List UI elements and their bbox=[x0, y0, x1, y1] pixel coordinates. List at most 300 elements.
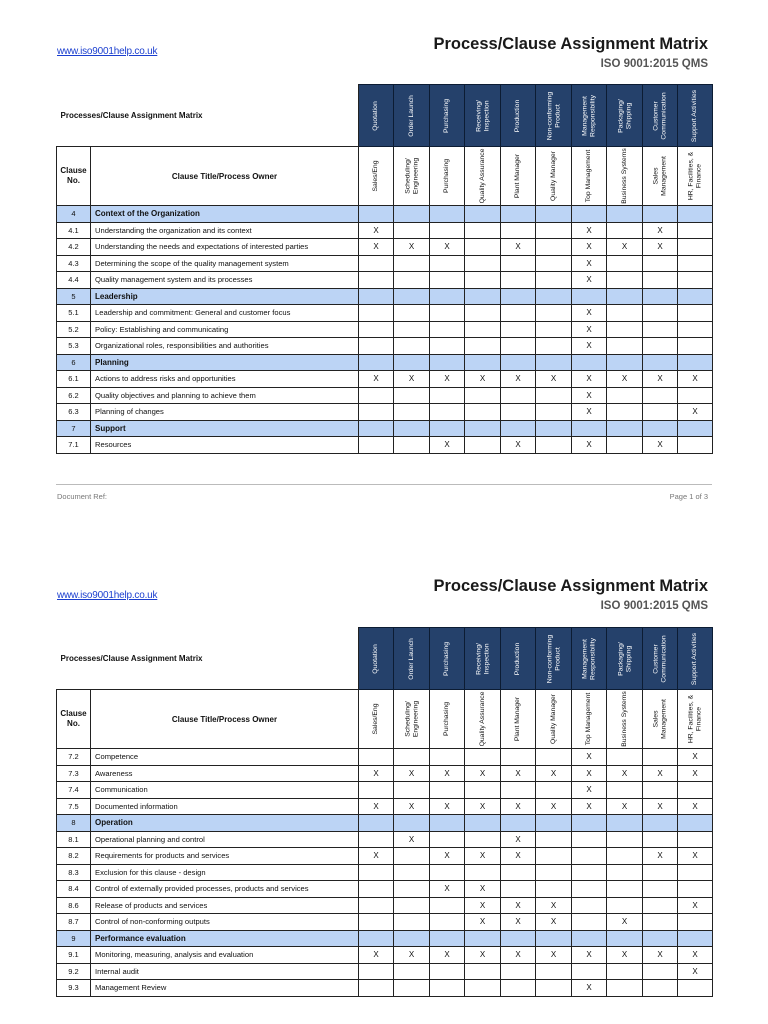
assignment-cell bbox=[359, 404, 394, 421]
assignment-cell bbox=[501, 321, 536, 338]
clause-title: Operational planning and control bbox=[91, 831, 359, 848]
owner-header-label: Plant Manager bbox=[514, 153, 522, 199]
assignment-cell: X bbox=[643, 239, 678, 256]
assignment-cell bbox=[430, 914, 465, 931]
process-header-label: Packaging/ Shipping bbox=[616, 98, 632, 133]
assignment-cell bbox=[465, 255, 501, 272]
matrix-label: Processes/Clause Assignment Matrix bbox=[57, 85, 359, 147]
clause-title: Control of non-conforming outputs bbox=[91, 914, 359, 931]
assignment-cell bbox=[678, 222, 713, 239]
assignment-cell bbox=[501, 206, 536, 223]
owner-header-label: Purchasing bbox=[443, 159, 451, 194]
assignment-cell bbox=[536, 420, 572, 437]
process-header-label: Support Activities bbox=[691, 89, 699, 142]
assignment-cell bbox=[465, 815, 501, 832]
assignment-cell bbox=[501, 980, 536, 997]
assignment-cell bbox=[394, 272, 430, 289]
process-header-label: Non-conforming Product bbox=[545, 91, 561, 140]
assignment-cell bbox=[572, 864, 607, 881]
assignment-cell bbox=[394, 420, 430, 437]
assignment-cell: X bbox=[465, 947, 501, 964]
assignment-cell bbox=[465, 831, 501, 848]
process-header-packaging-shipping bbox=[607, 85, 643, 147]
assignment-cell bbox=[430, 288, 465, 305]
assignment-cell: X bbox=[643, 437, 678, 454]
assignment-cell bbox=[430, 387, 465, 404]
assignment-cell bbox=[465, 338, 501, 355]
clause-title: Quality management system and its processes bbox=[91, 272, 359, 289]
assignment-cell bbox=[430, 354, 465, 371]
assignment-cell: X bbox=[572, 338, 607, 355]
assignment-cell bbox=[643, 206, 678, 223]
assignment-cell: X bbox=[430, 239, 465, 256]
assignment-cell bbox=[465, 864, 501, 881]
assignment-cell bbox=[607, 815, 643, 832]
assignment-cell bbox=[465, 206, 501, 223]
assignment-cell bbox=[536, 930, 572, 947]
assignment-cell bbox=[643, 864, 678, 881]
assignment-cell bbox=[607, 897, 643, 914]
assignment-cell: X bbox=[465, 914, 501, 931]
assignment-cell bbox=[572, 897, 607, 914]
assignment-cell bbox=[572, 831, 607, 848]
assignment-cell bbox=[394, 222, 430, 239]
assignment-cell bbox=[430, 782, 465, 799]
clause-number: 7.1 bbox=[57, 437, 91, 454]
assignment-cell bbox=[607, 980, 643, 997]
assignment-cell bbox=[643, 897, 678, 914]
site-link[interactable]: www.iso9001help.co.uk bbox=[57, 46, 158, 57]
owner-header-sales-management bbox=[643, 147, 678, 206]
clause-number: 6 bbox=[57, 354, 91, 371]
owner-header-label: Top Management bbox=[585, 149, 593, 203]
assignment-cell bbox=[536, 437, 572, 454]
clause-number: 8.7 bbox=[57, 914, 91, 931]
process-header-management-responsibility bbox=[572, 628, 607, 690]
assignment-cell: X bbox=[394, 831, 430, 848]
section-title: Leadership bbox=[91, 288, 359, 305]
clause-row bbox=[57, 321, 713, 338]
assignment-cell bbox=[465, 387, 501, 404]
assignment-cell bbox=[572, 914, 607, 931]
assignment-cell bbox=[430, 338, 465, 355]
assignment-cell bbox=[572, 354, 607, 371]
assignment-cell bbox=[607, 848, 643, 865]
assignment-cell bbox=[465, 980, 501, 997]
assignment-cell bbox=[394, 930, 430, 947]
assignment-cell bbox=[465, 272, 501, 289]
assignment-cell bbox=[394, 980, 430, 997]
assignment-cell bbox=[607, 864, 643, 881]
assignment-cell bbox=[536, 782, 572, 799]
clause-number: 4 bbox=[57, 206, 91, 223]
assignment-cell bbox=[607, 831, 643, 848]
assignment-cell bbox=[359, 864, 394, 881]
clause-title: Resources bbox=[91, 437, 359, 454]
assignment-cell: X bbox=[394, 798, 430, 815]
assignment-cell: X bbox=[430, 848, 465, 865]
assignment-cell bbox=[536, 848, 572, 865]
clause-title: Organizational roles, responsibilities and authorities bbox=[91, 338, 359, 355]
assignment-cell: X bbox=[359, 848, 394, 865]
assignment-cell bbox=[430, 272, 465, 289]
assignment-cell: X bbox=[572, 980, 607, 997]
clause-number: 4.3 bbox=[57, 255, 91, 272]
assignment-cell: X bbox=[643, 371, 678, 388]
assignment-cell: X bbox=[607, 798, 643, 815]
process-header-label: Customer Communication bbox=[652, 91, 667, 140]
assignment-cell: X bbox=[643, 798, 678, 815]
assignment-cell: X bbox=[572, 305, 607, 322]
assignment-cell: X bbox=[359, 947, 394, 964]
owner-header-sales-management bbox=[643, 690, 678, 749]
clause-row bbox=[57, 404, 713, 421]
assignment-cell: X bbox=[536, 914, 572, 931]
assignment-cell bbox=[678, 387, 713, 404]
assignment-cell bbox=[359, 255, 394, 272]
assignment-cell bbox=[572, 963, 607, 980]
clause-number: 5.3 bbox=[57, 338, 91, 355]
assignment-cell bbox=[536, 305, 572, 322]
clause-number: 6.1 bbox=[57, 371, 91, 388]
assignment-cell bbox=[572, 930, 607, 947]
assignment-cell bbox=[430, 980, 465, 997]
assignment-cell: X bbox=[430, 437, 465, 454]
clause-number: 5.2 bbox=[57, 321, 91, 338]
owner-header-plant-manager bbox=[501, 147, 536, 206]
clause-title: Planning of changes bbox=[91, 404, 359, 421]
assignment-cell bbox=[643, 963, 678, 980]
clause-row bbox=[57, 239, 713, 256]
assignment-cell bbox=[678, 272, 713, 289]
assignment-cell: X bbox=[359, 765, 394, 782]
assignment-cell bbox=[536, 881, 572, 898]
owner-header-scheduling-engineering bbox=[394, 147, 430, 206]
assignment-cell bbox=[394, 437, 430, 454]
clause-number: 9.2 bbox=[57, 963, 91, 980]
assignment-cell bbox=[501, 305, 536, 322]
assignment-cell: X bbox=[465, 765, 501, 782]
assignment-cell: X bbox=[607, 914, 643, 931]
assignment-cell bbox=[394, 206, 430, 223]
assignment-cell: X bbox=[607, 947, 643, 964]
owner-header-label: Business Systems bbox=[620, 148, 628, 204]
assignment-cell bbox=[430, 206, 465, 223]
owner-header-label: Quality Assurance bbox=[478, 148, 486, 204]
owner-header-label: Quality Assurance bbox=[478, 691, 486, 747]
assignment-cell: X bbox=[430, 881, 465, 898]
owner-header-quality-manager bbox=[536, 690, 572, 749]
owner-header-sales-eng bbox=[359, 690, 394, 749]
assignment-cell bbox=[430, 897, 465, 914]
owner-header-hr-facilities-finance bbox=[678, 690, 713, 749]
assignment-cell bbox=[678, 239, 713, 256]
assignment-cell: X bbox=[643, 765, 678, 782]
owner-header-label: Sales Management bbox=[652, 699, 667, 739]
assignment-cell: X bbox=[430, 371, 465, 388]
assignment-cell bbox=[465, 305, 501, 322]
assignment-cell bbox=[430, 404, 465, 421]
clause-row bbox=[57, 864, 713, 881]
owner-header-row bbox=[57, 690, 713, 749]
assignment-cell: X bbox=[501, 765, 536, 782]
assignment-cell bbox=[536, 815, 572, 832]
owner-header-hr-facilities-finance bbox=[678, 147, 713, 206]
clause-row bbox=[57, 387, 713, 404]
assignment-cell bbox=[465, 782, 501, 799]
assignment-cell: X bbox=[536, 947, 572, 964]
process-header-row bbox=[57, 85, 713, 147]
clause-title: Determining the scope of the quality management system bbox=[91, 255, 359, 272]
clause-row bbox=[57, 798, 713, 815]
assignment-cell: X bbox=[465, 897, 501, 914]
assignment-cell bbox=[501, 387, 536, 404]
assignment-cell bbox=[643, 749, 678, 766]
assignment-cell bbox=[465, 222, 501, 239]
assignment-cell bbox=[430, 321, 465, 338]
assignment-cell bbox=[536, 239, 572, 256]
assignment-cell bbox=[430, 420, 465, 437]
process-header-label: Order Launch bbox=[407, 637, 415, 680]
assignment-cell bbox=[678, 831, 713, 848]
section-row bbox=[57, 288, 713, 305]
assignment-cell bbox=[394, 914, 430, 931]
assignment-cell bbox=[536, 831, 572, 848]
assignment-cell bbox=[678, 815, 713, 832]
assignment-cell: X bbox=[678, 798, 713, 815]
clause-number: 7 bbox=[57, 420, 91, 437]
assignment-cell: X bbox=[536, 765, 572, 782]
assignment-cell: X bbox=[572, 947, 607, 964]
assignment-cell bbox=[572, 881, 607, 898]
clause-number: 8.6 bbox=[57, 897, 91, 914]
assignment-cell bbox=[359, 881, 394, 898]
assignment-cell: X bbox=[678, 371, 713, 388]
owner-header-plant-manager bbox=[501, 690, 536, 749]
assignment-cell bbox=[643, 305, 678, 322]
owner-header-label: HR, Facilities, & Finance bbox=[687, 151, 702, 201]
assignment-cell bbox=[465, 404, 501, 421]
process-header-row bbox=[57, 628, 713, 690]
assignment-cell bbox=[501, 930, 536, 947]
process-header-label: Packaging/ Shipping bbox=[616, 641, 632, 676]
section-title: Performance evaluation bbox=[91, 930, 359, 947]
owner-header-quality-assurance bbox=[465, 690, 501, 749]
assignment-cell bbox=[430, 222, 465, 239]
assignment-cell bbox=[359, 288, 394, 305]
section-row bbox=[57, 815, 713, 832]
clause-title: Management Review bbox=[91, 980, 359, 997]
assignment-cell bbox=[643, 321, 678, 338]
assignment-cell: X bbox=[678, 749, 713, 766]
assignment-cell: X bbox=[501, 947, 536, 964]
assignment-cell bbox=[607, 420, 643, 437]
clause-row bbox=[57, 963, 713, 980]
assignment-cell bbox=[678, 914, 713, 931]
process-header-purchasing bbox=[430, 85, 465, 147]
assignment-cell bbox=[430, 305, 465, 322]
assignment-cell bbox=[536, 272, 572, 289]
assignment-cell: X bbox=[359, 239, 394, 256]
assignment-matrix-table bbox=[56, 84, 713, 454]
assignment-cell bbox=[643, 782, 678, 799]
clause-title-header: Clause Title/Process Owner bbox=[91, 147, 359, 206]
assignment-cell bbox=[607, 404, 643, 421]
section-row bbox=[57, 930, 713, 947]
clause-title: Understanding the organization and its context bbox=[91, 222, 359, 239]
assignment-cell bbox=[394, 848, 430, 865]
assignment-cell bbox=[359, 272, 394, 289]
assignment-cell: X bbox=[501, 437, 536, 454]
clause-no-header: Clause No. bbox=[57, 147, 91, 206]
clause-number: 4.2 bbox=[57, 239, 91, 256]
assignment-cell: X bbox=[678, 765, 713, 782]
clause-number: 8.4 bbox=[57, 881, 91, 898]
process-header-non-conforming-product bbox=[536, 85, 572, 147]
site-link[interactable]: www.iso9001help.co.uk bbox=[57, 590, 158, 601]
assignment-cell: X bbox=[607, 239, 643, 256]
process-header-support-activities bbox=[678, 85, 713, 147]
assignment-cell bbox=[643, 980, 678, 997]
process-header-label: Order Launch bbox=[407, 94, 415, 137]
owner-header-purchasing bbox=[430, 690, 465, 749]
assignment-cell bbox=[572, 848, 607, 865]
clause-number: 8 bbox=[57, 815, 91, 832]
owner-header-label: Quality Manager bbox=[549, 151, 557, 201]
assignment-cell: X bbox=[572, 255, 607, 272]
process-header-purchasing bbox=[430, 628, 465, 690]
clause-row bbox=[57, 881, 713, 898]
assignment-cell: X bbox=[501, 914, 536, 931]
owner-header-purchasing bbox=[430, 147, 465, 206]
process-header-receiving-inspection bbox=[465, 628, 501, 690]
clause-row bbox=[57, 947, 713, 964]
assignment-cell bbox=[607, 288, 643, 305]
clause-row bbox=[57, 897, 713, 914]
assignment-cell: X bbox=[430, 765, 465, 782]
assignment-cell bbox=[643, 420, 678, 437]
clause-number: 4.1 bbox=[57, 222, 91, 239]
document-title: Process/Clause Assignment Matrix bbox=[433, 35, 708, 53]
clause-row bbox=[57, 782, 713, 799]
clause-number: 4.4 bbox=[57, 272, 91, 289]
assignment-cell bbox=[465, 420, 501, 437]
process-header-non-conforming-product bbox=[536, 628, 572, 690]
assignment-cell bbox=[359, 338, 394, 355]
assignment-cell: X bbox=[394, 765, 430, 782]
assignment-cell bbox=[678, 864, 713, 881]
assignment-cell bbox=[359, 914, 394, 931]
clause-number: 8.3 bbox=[57, 864, 91, 881]
section-title: Support bbox=[91, 420, 359, 437]
section-title: Context of the Organization bbox=[91, 206, 359, 223]
assignment-cell: X bbox=[394, 371, 430, 388]
clause-number: 8.1 bbox=[57, 831, 91, 848]
owner-header-label: Business Systems bbox=[620, 691, 628, 747]
owner-header-label: Purchasing bbox=[443, 702, 451, 737]
clause-title: Internal audit bbox=[91, 963, 359, 980]
assignment-cell bbox=[359, 387, 394, 404]
process-header-production bbox=[501, 628, 536, 690]
assignment-cell bbox=[536, 321, 572, 338]
assignment-cell: X bbox=[643, 848, 678, 865]
owner-header-quality-assurance bbox=[465, 147, 501, 206]
clause-title: Requirements for products and services bbox=[91, 848, 359, 865]
clause-row bbox=[57, 749, 713, 766]
assignment-cell bbox=[643, 354, 678, 371]
process-header-label: Receiving/ Inspection bbox=[474, 99, 490, 132]
clause-title: Communication bbox=[91, 782, 359, 799]
assignment-cell bbox=[501, 420, 536, 437]
assignment-cell bbox=[465, 963, 501, 980]
assignment-cell bbox=[394, 963, 430, 980]
assignment-cell: X bbox=[394, 947, 430, 964]
assignment-cell: X bbox=[572, 387, 607, 404]
assignment-cell: X bbox=[643, 222, 678, 239]
clause-number: 9.3 bbox=[57, 980, 91, 997]
clause-number: 9 bbox=[57, 930, 91, 947]
assignment-cell: X bbox=[536, 798, 572, 815]
assignment-cell bbox=[678, 321, 713, 338]
owner-header-label: Quality Manager bbox=[549, 694, 557, 744]
process-header-label: Management Responsibility bbox=[581, 94, 596, 137]
assignment-cell bbox=[501, 815, 536, 832]
document-ref: Document Ref: bbox=[57, 492, 108, 501]
clause-row bbox=[57, 914, 713, 931]
assignment-cell bbox=[465, 354, 501, 371]
assignment-cell bbox=[359, 815, 394, 832]
clause-number: 9.1 bbox=[57, 947, 91, 964]
assignment-cell bbox=[394, 354, 430, 371]
assignment-cell bbox=[536, 288, 572, 305]
assignment-cell bbox=[643, 404, 678, 421]
assignment-cell bbox=[394, 881, 430, 898]
clause-number: 7.3 bbox=[57, 765, 91, 782]
assignment-cell bbox=[607, 782, 643, 799]
assignment-cell bbox=[607, 354, 643, 371]
document-title: Process/Clause Assignment Matrix bbox=[433, 577, 708, 595]
assignment-cell bbox=[572, 815, 607, 832]
assignment-cell bbox=[607, 305, 643, 322]
owner-header-label: Top Management bbox=[585, 692, 593, 746]
assignment-cell bbox=[607, 272, 643, 289]
assignment-cell bbox=[394, 749, 430, 766]
clause-title-header: Clause Title/Process Owner bbox=[91, 690, 359, 749]
assignment-cell bbox=[394, 387, 430, 404]
assignment-cell bbox=[465, 288, 501, 305]
assignment-cell: X bbox=[572, 765, 607, 782]
assignment-cell bbox=[359, 321, 394, 338]
document-subtitle: ISO 9001:2015 QMS bbox=[600, 600, 708, 612]
assignment-cell bbox=[643, 831, 678, 848]
assignment-cell bbox=[643, 815, 678, 832]
assignment-cell bbox=[394, 404, 430, 421]
assignment-cell bbox=[536, 387, 572, 404]
process-header-label: Purchasing bbox=[443, 641, 451, 676]
process-header-order-launch bbox=[394, 628, 430, 690]
assignment-cell bbox=[394, 897, 430, 914]
assignment-cell bbox=[501, 272, 536, 289]
assignment-cell bbox=[394, 864, 430, 881]
section-title: Planning bbox=[91, 354, 359, 371]
assignment-cell bbox=[678, 782, 713, 799]
process-header-customer-communication bbox=[643, 628, 678, 690]
assignment-cell bbox=[678, 980, 713, 997]
assignment-cell bbox=[359, 980, 394, 997]
assignment-cell bbox=[536, 404, 572, 421]
assignment-cell: X bbox=[572, 272, 607, 289]
assignment-cell bbox=[394, 782, 430, 799]
